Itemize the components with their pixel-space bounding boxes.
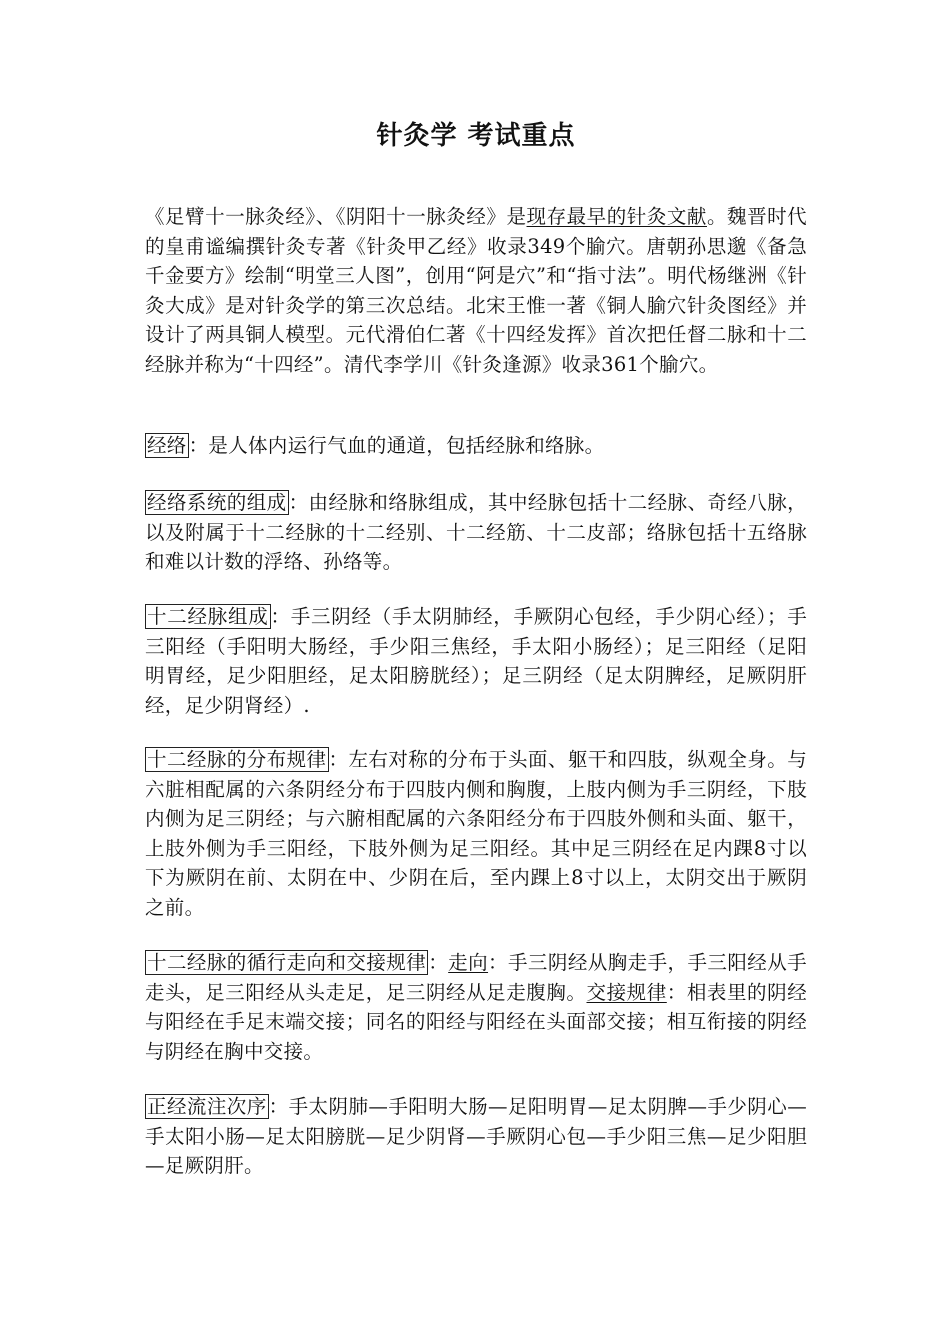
section-direction-connection xyxy=(145,948,807,1066)
section-text-1: ： xyxy=(428,951,449,974)
term-box: 十二经脉的循行走向和交接规律 xyxy=(147,951,427,974)
intro-text-1: 《足臂十一脉灸经》、《阴阳十一脉灸经》是 xyxy=(145,205,527,228)
underlined-direction: 走向 xyxy=(448,951,489,974)
section-flow-order xyxy=(145,1092,807,1181)
section-meridian-system xyxy=(145,488,807,577)
intro-paragraph xyxy=(145,202,807,379)
section-text: ：是人体内运行气血的通道，包括经脉和络脉。 xyxy=(188,434,605,457)
page-title: 针灸学 考试重点 xyxy=(376,121,576,151)
section-meridian xyxy=(145,431,807,461)
underlined-connection: 交接规律 xyxy=(586,980,667,1004)
intro-underlined: 现存最早的针灸文献 xyxy=(526,205,707,228)
section-text: ：手三阴经（手太阴肺经，手厥阴心包经，手少阴心经）；手三阳经（手阳明大肠经，手少阳三焦经，手太阳小肠经）；足三阳经（足阳明胃经，足少阳胆经，足太阳膀胱经）；足三阴经（足太阴脾经，足厥阴肝经，足少阴肾经）. xyxy=(145,605,807,717)
term-box: 经络系统的组成 xyxy=(147,491,287,514)
section-text: ：由经脉和络脉组成，其中经脉包括十二经脉、奇经八脉，以及附属于十二经脉的十二经别、十二经筋、十二皮部；络脉包括十五络脉和难以计数的浮络、孙络等。 xyxy=(145,491,807,573)
section-text: ：手太阴肺—手阳明大肠—足阳明胃—足太阴脾—手少阴心—手太阳小肠—足太阳膀胱—足少阴肾—手厥阴心包—手少阳三焦—足少阳胆—足厥阴肝。 xyxy=(145,1095,807,1177)
term-box: 十二经脉的分布规律 xyxy=(147,748,327,771)
intro-text-2: 。魏晋时代的皇甫谧编撰针灸专著《针灸甲乙经》收录349个腧穴。唐朝孙思邈《备急千金要方》绘制“明堂三人图”，创用“阿是穴”和“指寸法”。明代杨继洲《针灸大成》是对针灸学的第三次总结。北宋王惟一著《铜人腧穴针灸图经》并设计了两具铜人模型。元代滑伯仁著《十四经发挥》首次把任督二脉和十二经脉并称为“十四经”。清代李学川《针灸逢源》收录361个腧穴。 xyxy=(145,205,807,376)
section-text-2: ：手三阴经从胸走手，手三阳经从手走头，足三阳经从头走足，足三阴经从足走腹胸。 xyxy=(145,951,807,1004)
section-distribution xyxy=(145,745,807,922)
section-text-3: ：相表里的阴经与阳经在手足末端交接；同名的阳经与阳经在头面部交接；相互衔接的阴经与阴经在胸中交接。 xyxy=(145,980,807,1063)
term-box: 十二经脉组成 xyxy=(147,605,269,628)
term-box: 经络 xyxy=(147,434,187,457)
section-text: ：左右对称的分布于头面、躯干和四肢，纵观全身。与六脏相配属的六条阴经分布于四肢内侧和胸腹，上肢内侧为手三阴经，下肢内侧为足三阴经；与六腑相配属的六条阳经分布于四肢外侧和头面、躯干，上肢外侧为手三阳经，下肢外侧为足三阳经。其中足三阴经在足内踝8寸以下为厥阴在前、太阴在中、少阴在后，至内踝上8寸以上，太阴交出于厥阴之前。 xyxy=(145,748,808,919)
section-twelve-meridians xyxy=(145,602,807,720)
term-box: 正经流注次序 xyxy=(147,1095,267,1118)
